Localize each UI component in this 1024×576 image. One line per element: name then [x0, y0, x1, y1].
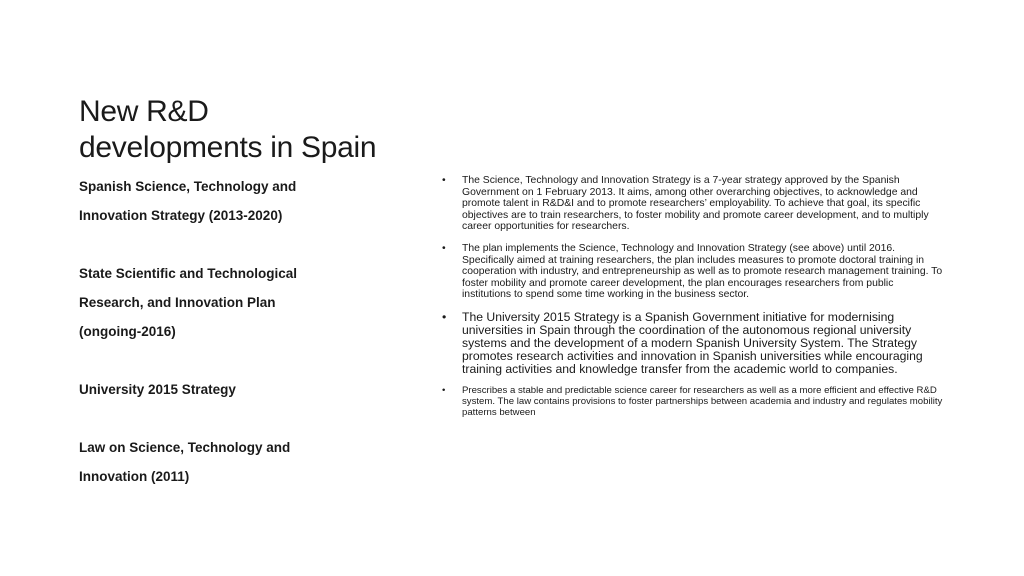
- slide-title: [79, 94, 479, 166]
- topic-line: State Scientific and Technological: [79, 266, 298, 281]
- description-text: The plan implements the Science, Technology and Innovation Strategy (see above) until 2016. Specifically aimed at training researchers, the plan includes measures to promote doctoral training in cooperation with industry, and entrepreneurship as well as to promote research management training. To foster mobility and promote career development, the plan encourages researchers from public institutions to spend some time working in the business sector.: [462, 242, 943, 301]
- topic-line: Innovation (2011): [79, 469, 190, 484]
- description-university-2015: [440, 311, 945, 376]
- description-law: [440, 386, 945, 418]
- topic-list: [79, 172, 349, 520]
- topic-line: Law on Science, Technology and: [79, 440, 291, 455]
- description-research-plan: [440, 243, 945, 301]
- slide-title-line-1: New R&D: [79, 95, 209, 128]
- topic-line: University 2015 Strategy: [79, 382, 236, 397]
- bullet-icon: •: [442, 175, 446, 186]
- topic-law-2011: [79, 433, 349, 491]
- slide-title-line-2: developments in Spain: [79, 131, 377, 164]
- description-strategy: [440, 175, 945, 233]
- topic-university-2015: [79, 375, 349, 404]
- topic-strategy-2013-2020: [79, 172, 349, 230]
- description-list: [440, 175, 945, 418]
- bullet-icon: •: [442, 385, 446, 397]
- bullet-icon: •: [442, 242, 446, 254]
- topic-line: Research, and Innovation Plan: [79, 295, 276, 310]
- topic-line: (ongoing-2016): [79, 324, 176, 339]
- bullet-icon: •: [442, 309, 447, 324]
- description-text: The University 2015 Strategy is a Spanish Government initiative for modernising universities in Spain through the coordination of the autonomous regional university systems and the development of a modern Spanish University System. The Strategy promotes research activities and innovation in Spanish universities while encouraging training activities and knowledge transfer from the academic world to companies.: [462, 309, 923, 376]
- topic-research-plan: [79, 259, 349, 346]
- description-text: Prescribes a stable and predictable science career for researchers as well as a more efficient and effective R&D system. The law contains provisions to foster partnerships between academia and industry and regulates mobility patterns between: [462, 385, 943, 418]
- topic-line: Innovation Strategy (2013-2020): [79, 208, 283, 223]
- description-text: The Science, Technology and Innovation Strategy is a 7-year strategy approved by the Spanish Government on 1 February 2013. It aims, among other overarching objectives, to acknowledge and promote talent in R&D&I and to promote researchers’ employability. To achieve that goal, its specific objectives are to train researchers, to foster mobility and promote career development, and to multiply career opportunities for researchers.: [462, 175, 929, 233]
- topic-line: Spanish Science, Technology and: [79, 179, 297, 194]
